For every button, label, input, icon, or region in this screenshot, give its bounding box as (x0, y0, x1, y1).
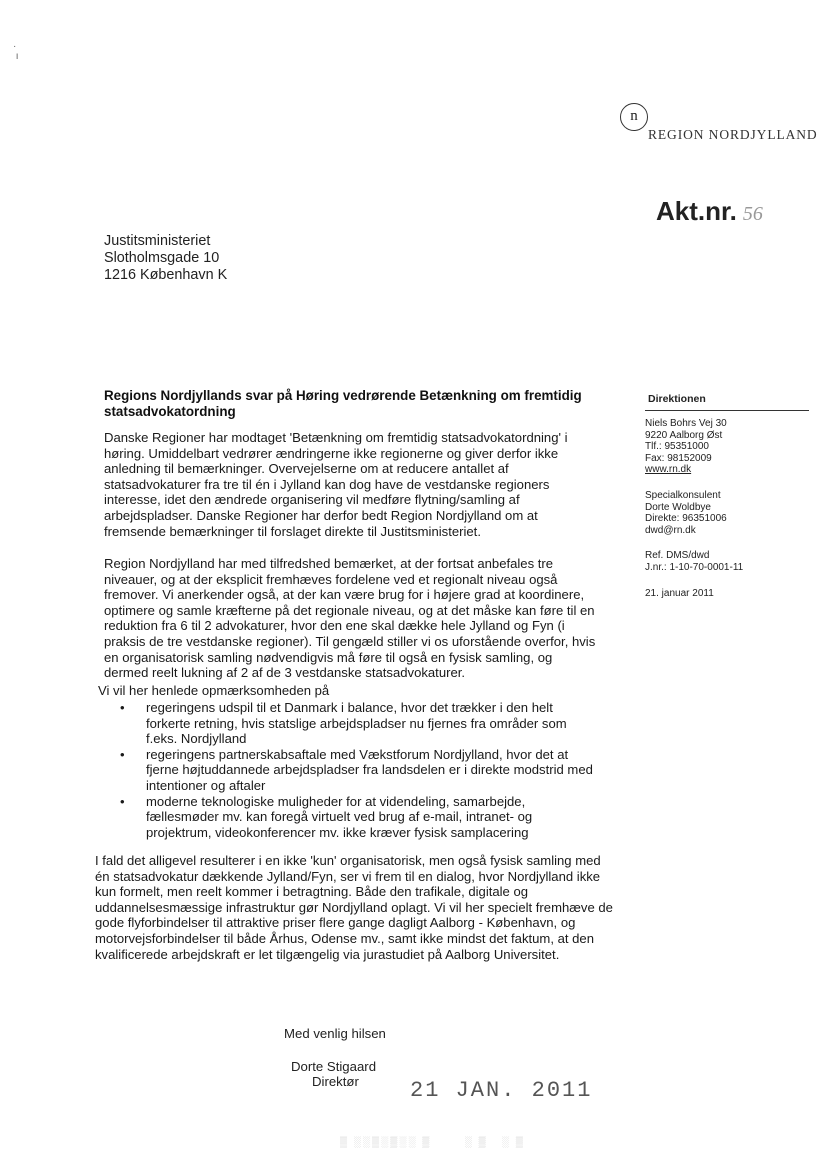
fax: Fax: 98152009 (645, 452, 712, 464)
contact-email[interactable]: dwd@rn.dk (645, 524, 696, 536)
sidebar-divider (645, 410, 809, 411)
received-stamp-faint: ▒ ░░▒░▒░░ ▒ ░ ▒ ░ ▒ (340, 1137, 526, 1148)
website-link[interactable]: www.rn.dk (645, 464, 692, 476)
contact-direct-phone: Direkte: 96351006 (645, 513, 727, 525)
letter-subject: Regions Nordjyllands svar på Høring vedrørende Betænkning om fremtidig statsadvokatordning (104, 388, 582, 419)
list-item (118, 794, 596, 841)
bullet-list (118, 700, 596, 840)
date-stamp: 21 JAN. 2011 (410, 1078, 593, 1103)
akt-label: Akt.nr. (656, 196, 737, 226)
body-paragraph-4: I fald det alligevel resulterer i en ikke 'kun' organisatorisk, men også fysisk samling med én statsadvokatur dækkende Jylland/Fyn, ser vi frem til en dialog, hvor Nordjylland ikke kun formelt, men reelt kommer i betragtning. Både den trafikale, digitale og uddannelsesmæssige infrastruktur gør Nordjylland oplagt. Vi vil her specielt fremhæve de gode flyforbindelser til attraktive priser flere gange dagligt Aalborg - København, og motorvejsforbindelser til både Århus, Odense mv., samt ikke mindst det faktum, at den kvalificerede arbejdskraft er let tilgængelig via jurastudiet på Aalborg Universitet. (95, 853, 613, 962)
body-paragraph-1: Danske Regioner har modtaget 'Betænkning om fremtidig statsadvokatordning' i høring. Umiddelbart vedrører ændringerne ikke regionerne og giver derfor ikke anledning til bemærkninger. Overvejelserne om at reducere antallet af statsadvokaturer fra tre til én i Jylland kan dog have de vestdanske regioners interesse, idet den ændrede organisering vil medføre flytning/samling af arbejdspladser. Danske Regioner har derfor bedt Region Nordjylland om at fremsende bemærkninger til forslaget direkte til Justitsministeriet. (104, 430, 568, 539)
sidebar-date: 21. januar 2011 (645, 588, 714, 599)
scan-corner-mark: · ı (13, 41, 19, 62)
list-item (118, 700, 596, 747)
signatory-title: Direktør (312, 1074, 359, 1089)
sidebar-address (645, 418, 727, 476)
sidebar-reference (645, 550, 743, 573)
contact-name: Dorte Woldbye (645, 501, 711, 513)
logo-text: REGION NORDJYLLAND (648, 127, 818, 142)
recipient-street: Slotholmsgade 10 (104, 250, 220, 266)
akt-number: 56 (742, 203, 763, 225)
akt-number-label (656, 196, 763, 227)
contact-role: Specialkonsulent (645, 490, 721, 501)
bullet-text: regeringens partnerskabsaftale med Vækstforum Nordjylland, hvor det at fjerne højtuddannede arbejdspladser fra landsdelen er i direkte modstrid med intentioner og aftaler (146, 746, 593, 793)
list-item (118, 747, 596, 794)
region-logo-icon: n (620, 103, 648, 131)
phone: Tlf.: 95351000 (645, 441, 709, 453)
recipient-name: Justitsministeriet (104, 233, 211, 249)
bullet-icon: • (120, 746, 125, 762)
address-city: 9220 Aalborg Øst (645, 429, 723, 441)
address-street: Niels Bohrs Vej 30 (645, 418, 727, 429)
body-paragraph-2: Region Nordjylland har med tilfredshed bemærket, at der fortsat anbefales tre niveauer, og at der eksplicit fremhæves fordelene ved et regionalt niveau også fremover. Vi anerkender også, at der kan være brug for i højere grad at koordinere, optimere og samle kræfterne på det regionale niveau, og at det måske kan føre til en reduktion fra 6 til 2 advokaturer, hvor den ene skal dække hele Jylland og Fyn (i praksis de tre vestdanske regioner). Til gengæld stiller vi os uforstående overfor, hvis en organisatorisk samling nødvendigvis må føre til også en fysisk samling, og dermed reelt lukning af 2 af de 3 vestdanske statsadvokaturer. (104, 556, 596, 681)
closing-greeting: Med venlig hilsen (284, 1026, 386, 1041)
journal-number: J.nr.: 1-10-70-0001-11 (645, 561, 744, 573)
signatory-name: Dorte Stigaard (291, 1059, 377, 1074)
recipient-address (104, 233, 227, 284)
sidebar-department: Direktionen (648, 393, 706, 405)
recipient-city: 1216 København K (104, 267, 228, 283)
bullet-text: moderne teknologiske muligheder for at videndeling, samarbejde, fællesmøder mv. kan foregå virtuelt ved brug af e-mail, intranet- og projektrum, videokonferencer mv. ikke kræver fysisk samplacering (146, 793, 533, 840)
bullet-icon: • (120, 793, 125, 809)
bullet-text: regeringens udspil til et Danmark i balance, hvor det trækker i den helt forkerte retning, hvis statslige arbejdspladser nu fjernes fra områder som f.eks. Nordjylland (146, 700, 567, 747)
bullet-icon: • (120, 700, 125, 715)
sidebar-contact (645, 490, 727, 536)
reference: Ref. DMS/dwd (645, 550, 710, 561)
body-paragraph-3: Vi vil her henlede opmærksomheden på (98, 683, 330, 698)
